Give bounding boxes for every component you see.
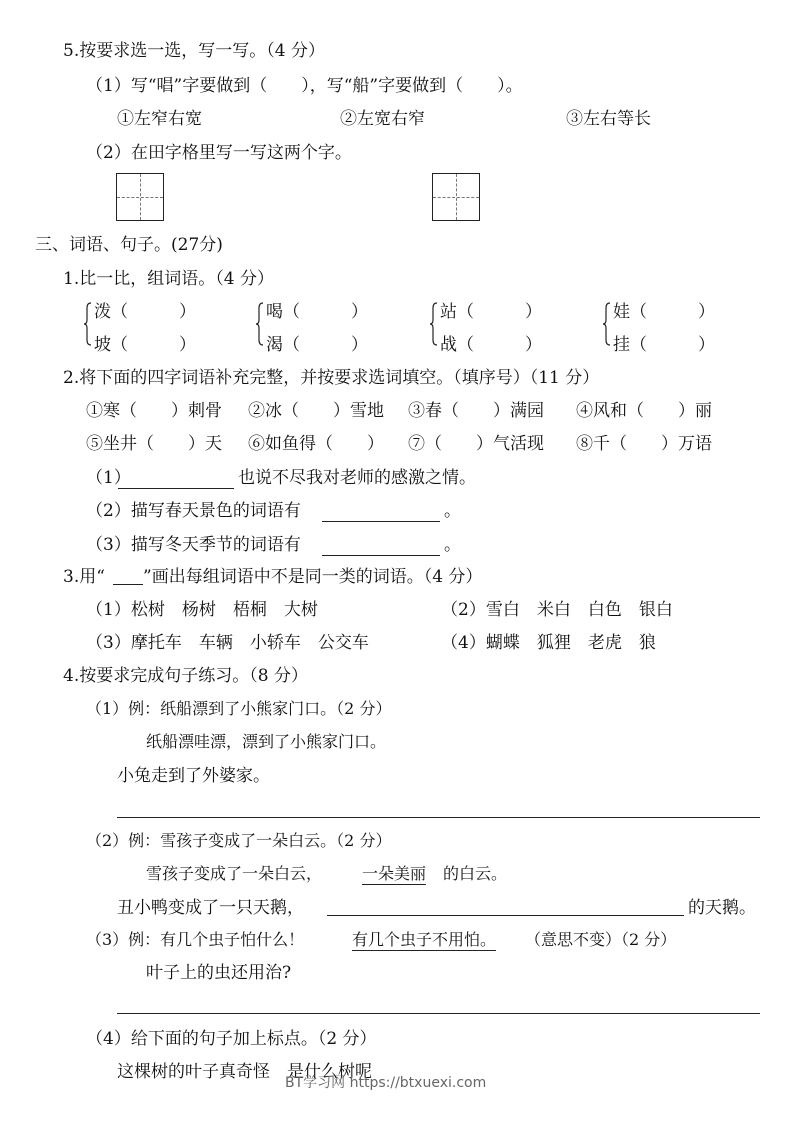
- q2-sentence-3-prefix: （3）描写冬天季节的词语有: [86, 535, 301, 555]
- q3-group-1: （1）松树 杨树 梧桐 大树: [86, 600, 318, 620]
- q1-word-2-bottom: 渴（ ）: [266, 335, 368, 355]
- q4-p4-task: 这棵树的叶子真奇怪 是什么树呢: [117, 1062, 372, 1082]
- brace-icon: [84, 302, 92, 346]
- q4-p1-answer: 纸船漂哇漂，漂到了小熊家门口。: [146, 732, 387, 751]
- q2-sentence-3-suffix: 。: [444, 535, 461, 555]
- q3-group-3: （3）摩托车 车辆 小轿车 公交车: [86, 633, 369, 653]
- tianzige-box-1[interactable]: [116, 173, 164, 221]
- q1-word-3-top: 站（ ）: [440, 302, 542, 322]
- q2-idiom-7: ⑦（ ）气活现: [408, 434, 544, 454]
- q4-p2-example: （2）例：雪孩子变成了一朵白云。（2 分）: [86, 831, 392, 850]
- q4-p2-task-start: 丑小鸭变成了一只天鹅，: [117, 898, 304, 918]
- q1-word-4-bottom: 挂（ ）: [613, 335, 715, 355]
- section-3-title: 三、词语、句子。(27分): [35, 235, 223, 255]
- q2-sentence-2-suffix: 。: [444, 501, 461, 521]
- q4-p2-task-end: 的天鹅。: [688, 898, 756, 918]
- q4-p1-example: （1）例：纸船漂到了小熊家门口。（2 分）: [86, 699, 392, 718]
- q5-sub1: （1）写“唱”字要做到（ ），写“船”字要做到（ ）。: [86, 76, 523, 96]
- q5-option-2: ②左宽右窄: [340, 109, 425, 129]
- q2-idiom-6: ⑥如鱼得（ ）: [248, 434, 384, 454]
- q2-sentence-2-prefix: （2）描写春天景色的词语有: [86, 501, 301, 521]
- q4-p2-answer-start: 雪孩子变成了一朵白云，: [146, 864, 323, 883]
- q3-title-start: 3.用“: [63, 567, 105, 587]
- q1-title: 1.比一比，组词语。（4 分）: [63, 269, 274, 289]
- q5-option-1: ①左窄右宽: [117, 109, 202, 129]
- tianzige-box-2[interactable]: [432, 173, 480, 221]
- q4-p2-answer-underlined: 一朵美丽: [362, 864, 427, 883]
- brace-icon: [256, 302, 264, 346]
- watermark: BT学习网 https://btxuexi.com: [285, 1075, 487, 1091]
- q3-group-2: （2）雪白 米白 白色 银白: [441, 600, 673, 620]
- q2-idiom-8: ⑧千（ ）万语: [576, 434, 712, 454]
- q5-option-3: ③左右等长: [566, 109, 651, 129]
- q3-title-end: ”画出每组词语中不是同一类的词语。（4 分）: [143, 567, 483, 587]
- q4-p4-title: （4）给下面的句子加上标点。（2 分）: [86, 1029, 377, 1049]
- q4-p3-example-start: （3）例：有几个虫子怕什么！: [86, 930, 305, 949]
- q2-idiom-5: ⑤坐井（ ）天: [86, 434, 222, 454]
- q4-p3-example-end: （意思不变）（2 分）: [525, 930, 677, 949]
- q4-p3-task: 叶子上的虫还用治?: [146, 963, 292, 983]
- q4-p3-answer-line[interactable]: [117, 1013, 760, 1014]
- q3-underline-sample: [113, 584, 143, 585]
- q2-idiom-3: ③春（ ）满园: [408, 401, 544, 421]
- q2-idiom-4: ④风和（ ）丽: [576, 401, 712, 421]
- q4-p1-answer-line[interactable]: [117, 817, 760, 818]
- q2-idiom-2: ②冰（ ）雪地: [248, 401, 384, 421]
- q4-p3-example-underlined: 有几个虫子不用怕。: [352, 930, 497, 949]
- q2-blank-2[interactable]: [322, 521, 440, 522]
- brace-icon: [430, 302, 438, 346]
- q1-word-3-bottom: 战（ ）: [440, 335, 542, 355]
- q4-title: 4.按要求完成句子练习。（8 分）: [63, 666, 308, 686]
- q2-sentence-1-suffix: 也说不尽我对老师的感激之情。: [238, 468, 476, 488]
- brace-icon: [603, 302, 611, 346]
- q2-blank-1[interactable]: [118, 488, 234, 489]
- q1-word-1-bottom: 坡（ ）: [94, 335, 196, 355]
- q1-word-4-top: 娃（ ）: [613, 302, 715, 322]
- q1-word-2-top: 喝（ ）: [266, 302, 368, 322]
- q4-p2-answer-end: 的白云。: [443, 864, 508, 883]
- q1-word-1-top: 泼（ ）: [94, 302, 196, 322]
- q5-sub2: （2）在田字格里写一写这两个字。: [86, 143, 352, 163]
- q3-group-4: （4）蝴蝶 狐狸 老虎 狼: [441, 633, 656, 653]
- q4-p2-blank[interactable]: [327, 915, 684, 916]
- q5-title: 5.按要求选一选，写一写。（4 分）: [63, 41, 325, 61]
- q2-blank-3[interactable]: [322, 555, 440, 556]
- q2-sentence-1-prefix: （1）: [86, 468, 131, 488]
- q4-p1-task: 小兔走到了外婆家。: [117, 766, 270, 786]
- q2-title: 2.将下面的四字词语补充完整，并按要求选词填空。（填序号）（11 分）: [63, 368, 600, 388]
- q2-idiom-1: ①寒（ ）刺骨: [86, 401, 222, 421]
